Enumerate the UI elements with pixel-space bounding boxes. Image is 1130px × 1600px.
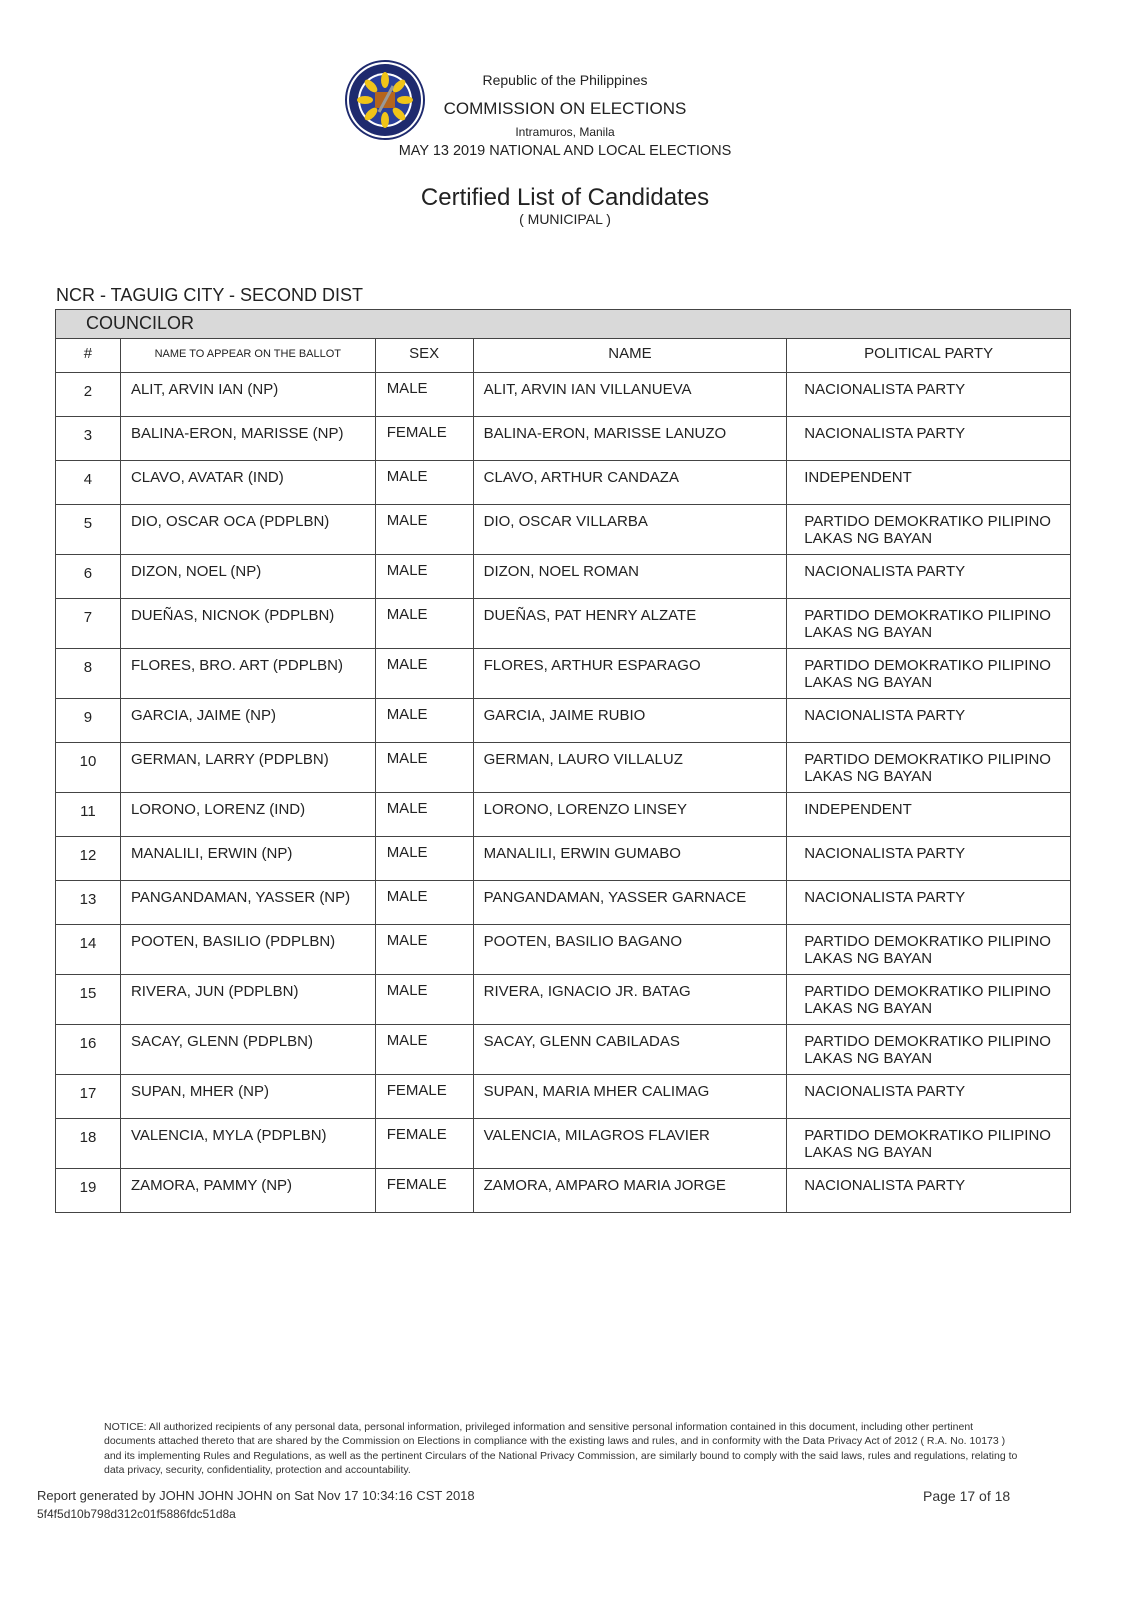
cell-number: 11 — [56, 793, 121, 837]
cell-sex: MALE — [375, 373, 473, 417]
cell-number: 12 — [56, 837, 121, 881]
cell-sex: FEMALE — [375, 1075, 473, 1119]
cell-number: 10 — [56, 743, 121, 793]
cell-ballot-name: GARCIA, JAIME (NP) — [120, 699, 375, 743]
cell-party: NACIONALISTA PARTY — [787, 417, 1071, 461]
column-header-name: NAME — [473, 339, 787, 373]
cell-ballot-name: RIVERA, JUN (PDPLBN) — [120, 975, 375, 1025]
cell-full-name: ZAMORA, AMPARO MARIA JORGE — [473, 1169, 787, 1213]
cell-full-name: MANALILI, ERWIN GUMABO — [473, 837, 787, 881]
cell-full-name: GARCIA, JAIME RUBIO — [473, 699, 787, 743]
page-title: Certified List of Candidates — [420, 184, 710, 211]
cell-full-name: POOTEN, BASILIO BAGANO — [473, 925, 787, 975]
cell-number: 2 — [56, 373, 121, 417]
cell-number: 5 — [56, 505, 121, 555]
cell-sex: MALE — [375, 505, 473, 555]
cell-ballot-name: DIZON, NOEL (NP) — [120, 555, 375, 599]
cell-sex: MALE — [375, 743, 473, 793]
cell-party: INDEPENDENT — [787, 793, 1071, 837]
report-generated-text: Report generated by JOHN JOHN JOHN on Sat Nov 17 10:34:16 CST 2018 — [37, 1488, 475, 1503]
cell-number: 16 — [56, 1025, 121, 1075]
table-header-row — [56, 339, 1071, 373]
table-row — [56, 881, 1071, 925]
cell-sex: MALE — [375, 599, 473, 649]
district-heading: NCR - TAGUIG CITY - SECOND DIST — [56, 285, 364, 305]
column-header-number: # — [56, 339, 121, 373]
cell-number: 18 — [56, 1119, 121, 1169]
table-row — [56, 1075, 1071, 1119]
table-row — [56, 1025, 1071, 1075]
cell-ballot-name: DIO, OSCAR OCA (PDPLBN) — [120, 505, 375, 555]
cell-sex: MALE — [375, 925, 473, 975]
cell-sex: MALE — [375, 837, 473, 881]
cell-party: NACIONALISTA PARTY — [787, 1075, 1071, 1119]
cell-sex: MALE — [375, 699, 473, 743]
cell-ballot-name: ALIT, ARVIN IAN (NP) — [120, 373, 375, 417]
cell-number: 9 — [56, 699, 121, 743]
cell-ballot-name: SACAY, GLENN (PDPLBN) — [120, 1025, 375, 1075]
candidates-table — [55, 309, 1071, 1213]
cell-party: PARTIDO DEMOKRATIKO PILIPINO LAKAS NG BAYAN — [787, 743, 1071, 793]
cell-full-name: FLORES, ARTHUR ESPARAGO — [473, 649, 787, 699]
table-row — [56, 649, 1071, 699]
cell-ballot-name: PANGANDAMAN, YASSER (NP) — [120, 881, 375, 925]
cell-ballot-name: DUEÑAS, NICNOK (PDPLBN) — [120, 599, 375, 649]
cell-party: PARTIDO DEMOKRATIKO PILIPINO LAKAS NG BAYAN — [787, 975, 1071, 1025]
position-heading: COUNCILOR — [56, 310, 1071, 339]
cell-ballot-name: VALENCIA, MYLA (PDPLBN) — [120, 1119, 375, 1169]
cell-sex: MALE — [375, 461, 473, 505]
cell-ballot-name: BALINA-ERON, MARISSE (NP) — [120, 417, 375, 461]
cell-sex: FEMALE — [375, 1169, 473, 1213]
table-row — [56, 699, 1071, 743]
cell-ballot-name: FLORES, BRO. ART (PDPLBN) — [120, 649, 375, 699]
table-row — [56, 975, 1071, 1025]
table-row — [56, 461, 1071, 505]
table-row — [56, 793, 1071, 837]
page-number: Page 17 of 18 — [923, 1488, 1011, 1504]
cell-party: PARTIDO DEMOKRATIKO PILIPINO LAKAS NG BAYAN — [787, 505, 1071, 555]
cell-sex: MALE — [375, 881, 473, 925]
page-subtitle: ( MUNICIPAL ) — [519, 211, 611, 227]
cell-party: PARTIDO DEMOKRATIKO PILIPINO LAKAS NG BAYAN — [787, 599, 1071, 649]
cell-sex: FEMALE — [375, 1119, 473, 1169]
cell-sex: MALE — [375, 555, 473, 599]
table-row — [56, 417, 1071, 461]
table-row — [56, 555, 1071, 599]
cell-ballot-name: ZAMORA, PAMMY (NP) — [120, 1169, 375, 1213]
cell-full-name: DIO, OSCAR VILLARBA — [473, 505, 787, 555]
cell-sex: MALE — [375, 793, 473, 837]
cell-full-name: SACAY, GLENN CABILADAS — [473, 1025, 787, 1075]
cell-number: 7 — [56, 599, 121, 649]
column-header-sex: SEX — [375, 339, 473, 373]
cell-ballot-name: MANALILI, ERWIN (NP) — [120, 837, 375, 881]
cell-party: PARTIDO DEMOKRATIKO PILIPINO LAKAS NG BAYAN — [787, 1025, 1071, 1075]
table-row — [56, 743, 1071, 793]
table-row — [56, 505, 1071, 555]
cell-sex: MALE — [375, 975, 473, 1025]
column-header-party: POLITICAL PARTY — [787, 339, 1071, 373]
cell-party: NACIONALISTA PARTY — [787, 555, 1071, 599]
cell-number: 8 — [56, 649, 121, 699]
cell-party: PARTIDO DEMOKRATIKO PILIPINO LAKAS NG BAYAN — [787, 1119, 1071, 1169]
privacy-notice: NOTICE: All authorized recipients of any personal data, personal information, privileged information and sensitive personal information contained in this document, including other pertinent documents attached thereto that are shared by the Commission on Elections in compliance with the existing laws and rules, and in conformity with the Data Privacy Act of 2012 ( R.A. No. 10173 ) and its implementing Rules and Regulations, as well as the pertinent Circulars of the National Privacy Commission, are similarly bound to comply with the said laws, rules and regulations, relating to data privacy, security, confidentiality, protection and accountability. — [104, 1421, 1018, 1476]
cell-full-name: VALENCIA, MILAGROS FLAVIER — [473, 1119, 787, 1169]
cell-full-name: CLAVO, ARTHUR CANDAZA — [473, 461, 787, 505]
column-header-ballot-name: NAME TO APPEAR ON THE BALLOT — [120, 339, 375, 373]
cell-number: 6 — [56, 555, 121, 599]
cell-number: 13 — [56, 881, 121, 925]
cell-party: NACIONALISTA PARTY — [787, 699, 1071, 743]
table-row — [56, 837, 1071, 881]
election-text: MAY 13 2019 NATIONAL AND LOCAL ELECTIONS — [398, 143, 732, 159]
republic-text: Republic of the Philippines — [482, 72, 648, 88]
cell-number: 19 — [56, 1169, 121, 1213]
cell-party: PARTIDO DEMOKRATIKO PILIPINO LAKAS NG BAYAN — [787, 649, 1071, 699]
cell-sex: FEMALE — [375, 417, 473, 461]
cell-full-name: BALINA-ERON, MARISSE LANUZO — [473, 417, 787, 461]
cell-number: 4 — [56, 461, 121, 505]
table-row — [56, 1119, 1071, 1169]
cell-party: NACIONALISTA PARTY — [787, 373, 1071, 417]
table-row — [56, 1169, 1071, 1213]
cell-full-name: PANGANDAMAN, YASSER GARNACE — [473, 881, 787, 925]
cell-full-name: LORONO, LORENZO LINSEY — [473, 793, 787, 837]
cell-full-name: ALIT, ARVIN IAN VILLANUEVA — [473, 373, 787, 417]
cell-ballot-name: SUPAN, MHER (NP) — [120, 1075, 375, 1119]
table-row — [56, 599, 1071, 649]
table-row — [56, 925, 1071, 975]
cell-number: 17 — [56, 1075, 121, 1119]
cell-party: NACIONALISTA PARTY — [787, 837, 1071, 881]
cell-number: 3 — [56, 417, 121, 461]
cell-number: 15 — [56, 975, 121, 1025]
cell-full-name: RIVERA, IGNACIO JR. BATAG — [473, 975, 787, 1025]
cell-party: NACIONALISTA PARTY — [787, 1169, 1071, 1213]
cell-number: 14 — [56, 925, 121, 975]
cell-full-name: DIZON, NOEL ROMAN — [473, 555, 787, 599]
cell-sex: MALE — [375, 649, 473, 699]
cell-party: INDEPENDENT — [787, 461, 1071, 505]
cell-ballot-name: POOTEN, BASILIO (PDPLBN) — [120, 925, 375, 975]
cell-party: PARTIDO DEMOKRATIKO PILIPINO LAKAS NG BAYAN — [787, 925, 1071, 975]
table-row — [56, 373, 1071, 417]
commission-text: COMMISSION ON ELECTIONS — [443, 99, 687, 118]
cell-full-name: DUEÑAS, PAT HENRY ALZATE — [473, 599, 787, 649]
cell-ballot-name: LORONO, LORENZ (IND) — [120, 793, 375, 837]
cell-party: NACIONALISTA PARTY — [787, 881, 1071, 925]
cell-full-name: SUPAN, MARIA MHER CALIMAG — [473, 1075, 787, 1119]
cell-ballot-name: GERMAN, LARRY (PDPLBN) — [120, 743, 375, 793]
cell-full-name: GERMAN, LAURO VILLALUZ — [473, 743, 787, 793]
location-text: Intramuros, Manila — [515, 125, 615, 139]
cell-ballot-name: CLAVO, AVATAR (IND) — [120, 461, 375, 505]
cell-sex: MALE — [375, 1025, 473, 1075]
report-hash: 5f4f5d10b798d312c01f5886fdc51d8a — [37, 1507, 236, 1521]
